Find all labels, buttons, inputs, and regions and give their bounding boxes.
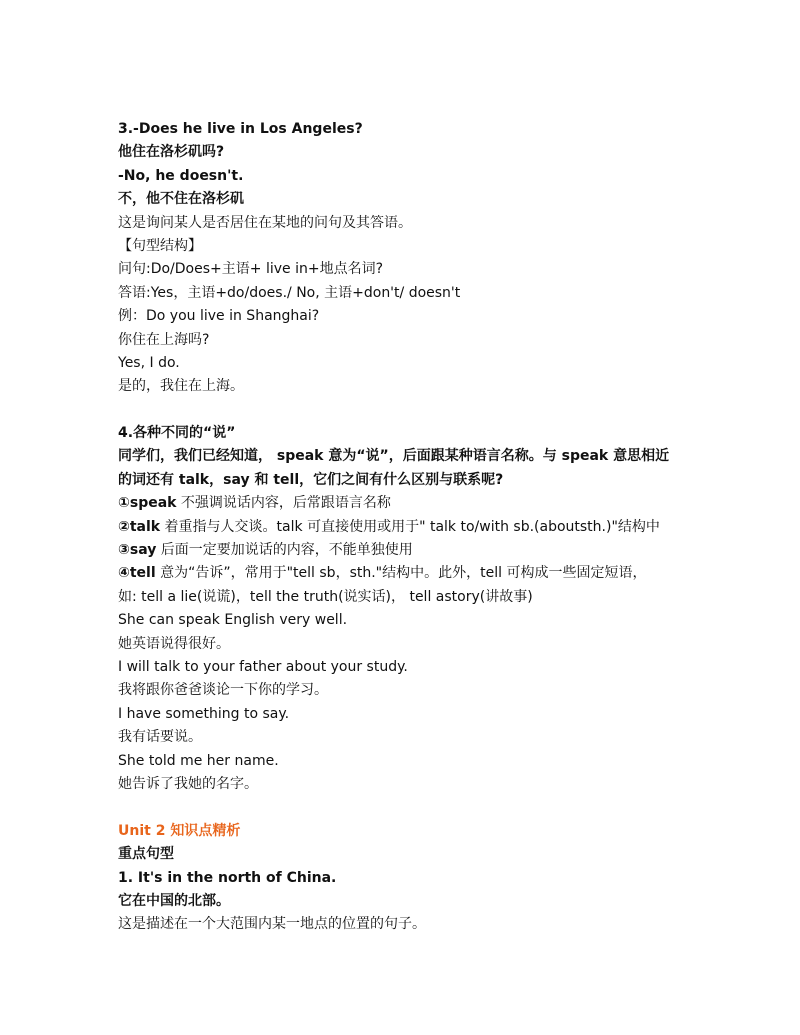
- spacer: [118, 796, 738, 819]
- example-line: 她告诉了我她的名字。: [118, 775, 258, 792]
- unit2-sentence1-en: 1. It's in the north of China.: [118, 869, 337, 886]
- example-line: I have something to say.: [118, 705, 290, 722]
- item-text: 意为“告诉”，常用于"tell sb，sth."结构中。此外，tell 可构成一些固定短语，: [155, 565, 647, 582]
- spacer: [118, 399, 738, 422]
- unit2-subheading: 重点句型: [118, 846, 174, 863]
- example-line: She told me her name.: [118, 752, 279, 769]
- unit2-heading: Unit 2 知识点精析: [118, 822, 241, 839]
- section3-reply-en: Yes, I do.: [118, 354, 180, 371]
- section4-phrases: 如: tell a lie(说谎)，tell the truth(说实话)， tell astory(讲故事): [118, 588, 533, 605]
- example-line: 我将跟你爸爸谈论一下你的学习。: [118, 682, 328, 699]
- section3-example-en: 例：Do you live in Shanghai?: [118, 308, 320, 325]
- section3-example-cn: 你住在上海吗?: [118, 331, 210, 348]
- section3-description: 这是询问某人是否居住在某地的问句及其答语。: [118, 214, 412, 231]
- item-word: say: [129, 542, 157, 559]
- item-num: ①: [118, 495, 130, 512]
- section4-item-speak: [118, 492, 738, 515]
- section3-answer-en: -No, he doesn't.: [118, 167, 244, 184]
- item-word: talk: [129, 518, 161, 535]
- item-text: 后面一定要加说话的内容，不能单独使用: [156, 542, 413, 559]
- unit2-sentence1-cn: 它在中国的北部。: [118, 892, 230, 909]
- example-line: She can speak English very well.: [118, 612, 348, 629]
- section4-item-say: [118, 539, 738, 562]
- section4-item-tell: [118, 562, 738, 585]
- document-page: [118, 118, 738, 937]
- item-num: ②: [118, 518, 130, 535]
- section3-question-en: 3.-Does he live in Los Angeles?: [118, 121, 363, 137]
- section3-question-pattern: 问句:Do/Does+主语+ live in+地点名词?: [118, 261, 383, 278]
- item-text: 着重指与人交谈。talk 可直接使用或用于" talk to/with sb.(aboutsth.)"结构中: [160, 518, 660, 535]
- example-line: I will talk to your father about your study.: [118, 658, 408, 675]
- section4-title: 4.各种不同的“说”: [118, 425, 236, 442]
- example-line: 我有话要说。: [118, 729, 202, 746]
- section3-question-cn: 他住在洛杉矶吗?: [118, 144, 225, 161]
- section4-intro-line1: 同学们，我们已经知道， speak 意为“说”，后面跟某种语言名称。与 speak 意思相近: [118, 448, 670, 465]
- section4-item-talk: [118, 516, 738, 539]
- unit2-sentence1-desc: 这是描述在一个大范围内某一地点的位置的句子。: [118, 916, 426, 933]
- section3-reply-cn: 是的，我住在上海。: [118, 378, 244, 395]
- item-text: 不强调说话内容，后常跟语言名称: [176, 495, 391, 512]
- section4-intro-line2: 的词还有 talk，say 和 tell，它们之间有什么区别与联系呢?: [118, 471, 504, 488]
- example-line: 她英语说得很好。: [118, 635, 230, 652]
- section3-structure-label: 【句型结构】: [118, 237, 202, 254]
- item-num: ③: [118, 542, 130, 559]
- section3-answer-pattern: 答语:Yes，主语+do/does./ No, 主语+don't/ doesn't: [118, 284, 461, 301]
- item-word: tell: [129, 565, 156, 582]
- section3-answer-cn: 不，他不住在洛杉矶: [118, 191, 244, 208]
- item-word: speak: [129, 495, 177, 512]
- item-num: ④: [118, 565, 130, 582]
